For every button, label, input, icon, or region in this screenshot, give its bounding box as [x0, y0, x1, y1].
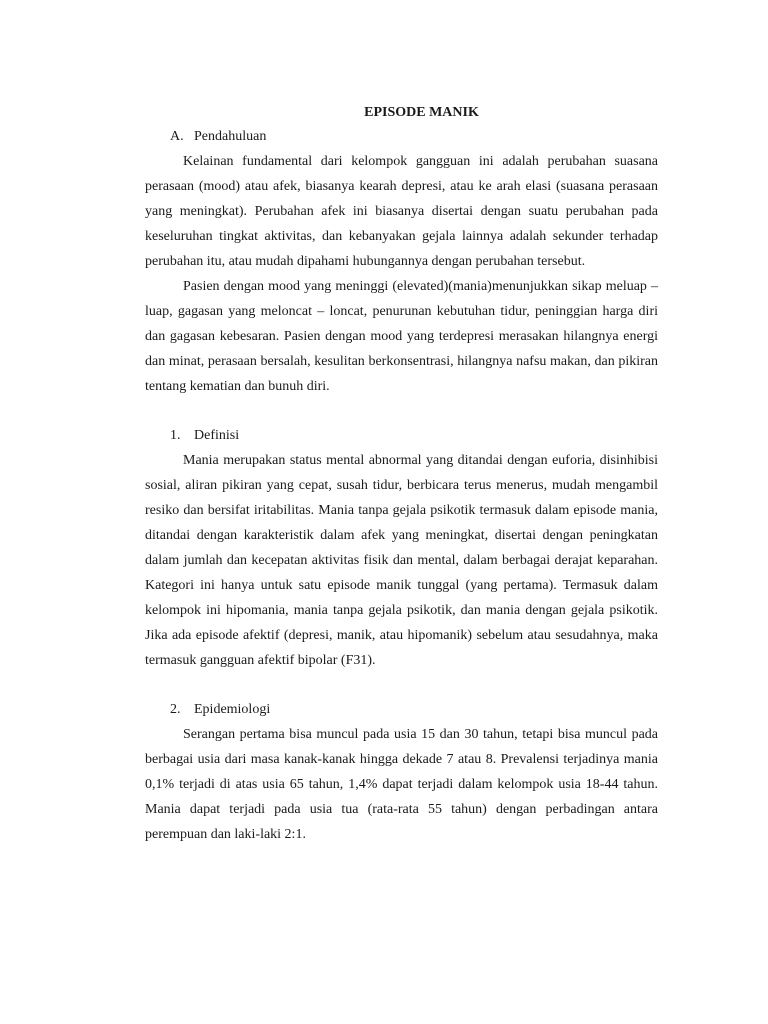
section-2-marker: 2.	[170, 702, 181, 717]
section-1-title: Definisi	[194, 428, 240, 443]
section-a-paragraph-2: Pasien dengan mood yang meninggi (elevated)(mania)menunjukkan sikap meluap – luap, gagasan yang meloncat – loncat, penurunan kebutuhan tidur, peninggian harga diri dan gagasan kebesaran. Pasien dengan mood yang terdepresi merasakan hilangnya energi dan minat, perasaan bersalah, kesulitan berkonsentrasi, hilangnya nafsu makan, dan pikiran tentang kematian dan bunuh diri.	[145, 279, 658, 394]
spacer	[145, 673, 658, 698]
section-1-marker: 1.	[170, 428, 181, 443]
section-a-heading	[145, 125, 658, 149]
section-2-paragraph: Serangan pertama bisa muncul pada usia 15 dan 30 tahun, tetapi bisa muncul pada berbagai usia dari masa kanak-kanak hingga dekade 7 atau 8. Prevalensi terjadinya mania 0,1% terjadi di atas usia 65 tahun, 1,4% dapat terjadi dalam kelompok usia 18-44 tahun. Mania dapat terjadi pada usia tua (rata-rata 55 tahun) dengan perbadingan antara perempuan dan laki-laki 2:1.	[145, 727, 658, 842]
section-a-title: Pendahuluan	[194, 129, 267, 144]
section-2-heading	[145, 698, 658, 722]
document-page	[145, 101, 658, 847]
section-1-heading	[145, 424, 658, 448]
section-1-paragraph: Mania merupakan status mental abnormal yang ditandai dengan euforia, disinhibisi sosial, aliran pikiran yang cepat, susah tidur, berbicara terus menerus, mudah mengambil resiko dan bersifat iritabilitas. Mania tanpa gejala psikotik termasuk dalam episode mania, ditandai dengan karakteristik dalam afek yang meningkat, disertai dengan peningkatan dalam jumlah dan kecepatan aktivitas fisik dan mental, dalam berbagai derajat keparahan. Kategori ini hanya untuk satu episode manik tunggal (yang pertama). Termasuk dalam kelompok ini hipomania, mania tanpa gejala psikotik, dan mania dengan gejala psikotik. Jika ada episode afektif (depresi, manik, atau hipomanik) sebelum atau sesudahnya, maka termasuk gangguan afektif bipolar (F31).	[145, 453, 658, 668]
section-a-marker: A.	[170, 129, 184, 144]
document-title: EPISODE MANIK	[364, 105, 479, 120]
spacer	[145, 399, 658, 424]
section-2-title: Epidemiologi	[194, 702, 271, 717]
section-a-paragraph-1: Kelainan fundamental dari kelompok gangguan ini adalah perubahan suasana perasaan (mood) atau afek, biasanya kearah depresi, atau ke arah elasi (suasana perasaan yang meningkat). Perubahan afek ini biasanya disertai dengan suatu perubahan pada keseluruhan tingkat aktivitas, dan kebanyakan gejala lainnya adalah sekunder terhadap perubahan itu, atau mudah dipahami hubungannya dengan perubahan tersebut.	[145, 154, 658, 269]
